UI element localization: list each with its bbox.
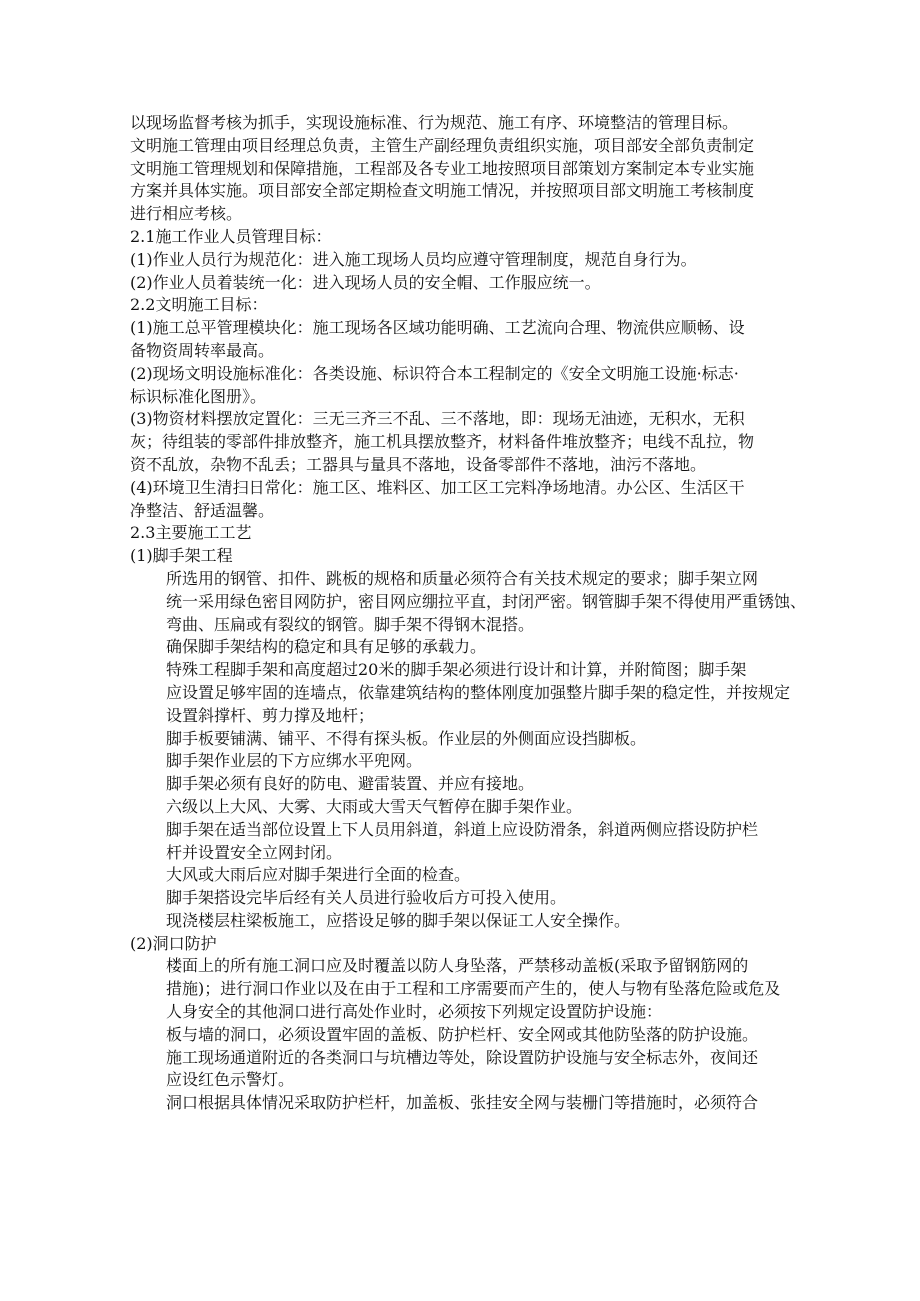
paragraph [130,796,802,819]
text-line: 文明施工管理由项目经理总负责，主管生产副经理负责组织实施，项目部安全部负责制定 [130,135,755,155]
paragraph [130,112,802,135]
text-line: (1)脚手架工程 [130,546,233,566]
text-line: 2.1施工作业人员管理目标： [130,226,332,246]
text-line: (4)环境卫生清扫日常化：施工区、堆料区、加工区工完料净场地清。办公区、生活区干 [130,477,745,497]
text-line: 脚手架作业层的下方应绑水平兜网。 [166,751,423,771]
section-heading [130,545,802,568]
text-line: (2)现场文明设施标准化：各类设施、标识符合本工程制定的《安全文明施工设施·标志· [130,363,739,383]
text-line: 六级以上大风、大雾、大雨或大雪天气暂停在脚手架作业。 [166,796,583,816]
paragraph [130,272,802,295]
text-line: 标识标准化图册》。 [130,386,267,406]
text-line: 确保脚手架结构的稳定和具有足够的承载力。 [166,637,487,657]
text-line: (3)物资材料摆放定置化：三无三齐三不乱、三不落地，即：现场无油迹，无积水，无积 [130,409,745,429]
section-heading [130,522,802,545]
text-line: 以现场监督考核为抓手，实现设施标准、行为规范、施工有序、环境整洁的管理目标。 [130,113,739,132]
text-line: 脚手架必须有良好的防电、避雷装置、并应有接地。 [166,774,535,794]
text-line: 2.3主要施工工艺 [130,523,252,543]
paragraph [130,750,802,773]
text-line: 洞口根据具体情况采取防护栏杆，加盖板、张挂安全网与装栅门等措施时，必须符合 [166,1093,759,1113]
text-line: 文明施工管理规划和保障措施，工程部及各专业工地按照项目部策划方案制定本专业实施 [130,158,755,178]
text-line: (2)洞口防护 [130,933,217,953]
section-heading [130,226,802,249]
paragraph [130,1024,802,1047]
paragraph [130,477,802,523]
paragraph [130,910,802,933]
paragraph [130,864,802,887]
section-heading [130,294,802,317]
text-line: 备物资周转率最高。 [130,340,275,360]
text-line: 现浇楼层柱梁板施工，应搭设足够的脚手架以保证工人安全操作。 [166,910,631,930]
text-line: 脚手架在适当部位设置上下人员用斜道，斜道上应设防滑条，斜道两侧应搭设防护栏 [166,819,759,839]
paragraph [130,887,802,910]
text-line: 2.2文明施工目标： [130,295,268,315]
text-line: (1)施工总平管理模块化：施工现场各区域功能明确、工艺流向合理、物流供应顺畅、设 [130,318,745,338]
text-line: 方案并具体实施。项目部安全部定期检查文明施工情况，并按照项目部文明施工考核制度 [130,181,755,201]
document-body [130,112,807,1115]
section-heading [130,933,802,956]
paragraph [130,568,807,636]
paragraph [130,1092,802,1115]
text-line: 措施)；进行洞口作业以及在由于工程和工序需要而产生的，使人与物有坠落危险或危及 [166,979,781,999]
paragraph [130,249,802,272]
text-line: 净整洁、舒适温馨。 [130,500,275,520]
text-line: 所选用的钢管、扣件、跳板的规格和质量必须符合有关技术规定的要求；脚手架立网 [166,568,759,588]
paragraph [130,1047,802,1093]
text-line: 人身安全的其他洞口进行高处作业时，必须按下列规定设置防护设施： [166,1002,663,1022]
text-line: 杆并设置安全立网封闭。 [166,842,343,862]
text-line: 楼面上的所有施工洞口应及时覆盖以防人身坠落，严禁移动盖板(采取予留钢筋网的 [166,956,749,976]
paragraph [130,408,802,476]
text-line: 特殊工程脚手架和高度超过20米的脚手架必须进行设计和计算，并附简图；脚手架 [166,660,747,680]
text-line: 设置斜撑杆、剪力撑及地杆； [166,705,375,725]
text-line: 应设红色示警灯。 [166,1070,295,1090]
text-line: 弯曲、压扁或有裂纹的钢管。脚手架不得钢木混搭。 [166,614,535,634]
paragraph [130,819,802,865]
paragraph [130,636,802,659]
text-line: (1)作业人员行为规范化：进入施工现场人员均应遵守管理制度，规范自身行为。 [130,249,697,269]
text-line: (2)作业人员着装统一化：进入现场人员的安全帽、工作服应统一。 [130,272,601,292]
text-line: 进行相应考核。 [130,204,243,224]
text-line: 板与墙的洞口，必须设置牢固的盖板、防护栏杆、安全网或其他防坠落的防护设施。 [166,1024,759,1044]
text-line: 应设置足够牢固的连墙点，依靠建筑结构的整体刚度加强整片脚手架的稳定性，并按规定 [166,682,791,702]
paragraph [130,955,802,1023]
text-line: 脚手架搭设完毕后经有关人员进行验收后方可投入使用。 [166,888,567,908]
text-line: 灰；待组装的零部件排放整齐，施工机具摆放整齐，材料备件堆放整齐；电线不乱拉，物 [130,432,755,452]
paragraph [130,659,802,727]
text-line: 脚手板要铺满、铺平、不得有探头板。作业层的外侧面应设挡脚板。 [166,728,647,748]
text-line: 施工现场通道附近的各类洞口与坑槽边等处，除设置防护设施与安全标志外，夜间还 [166,1047,759,1067]
text-line: 资不乱放，杂物不乱丢；工器具与量具不落地，设备零部件不落地，油污不落地。 [130,454,707,474]
paragraph [130,363,802,409]
paragraph [130,728,802,751]
text-line: 统一采用绿色密目网防护，密目网应绷拉平直，封闭严密。钢管脚手架不得使用严重锈蚀、 [166,591,807,611]
text-line: 大风或大雨后应对脚手架进行全面的检查。 [166,865,471,885]
paragraph [130,317,802,363]
paragraph [130,135,802,226]
paragraph [130,773,802,796]
